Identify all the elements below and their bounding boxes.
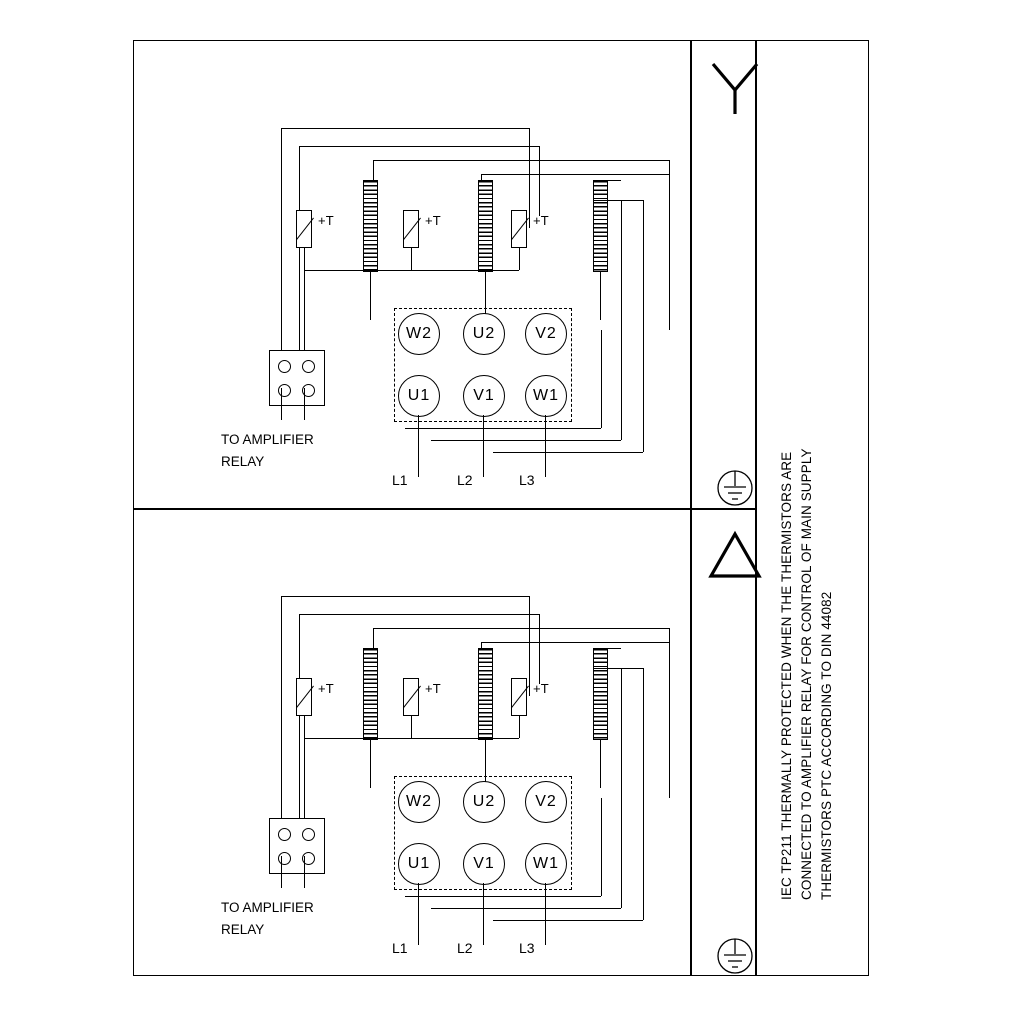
- thermistor-label: +T: [318, 213, 334, 228]
- phase-label-L2: L2: [457, 472, 473, 488]
- wire: [405, 428, 601, 429]
- terminal-V2: V2: [525, 781, 567, 823]
- thermistor-label: +T: [318, 681, 334, 696]
- amplifier-label-line1: TO AMPLIFIER: [221, 900, 314, 915]
- wire: [593, 180, 621, 181]
- phase-label-L3: L3: [519, 472, 535, 488]
- note-line-3: THERMISTORS PTC ACCORDING TO DIN 44082: [819, 591, 834, 900]
- terminal-V1: V1: [463, 843, 505, 885]
- wire: [669, 160, 670, 330]
- wire: [593, 668, 643, 669]
- wire: [621, 200, 622, 440]
- wire: [545, 415, 546, 477]
- terminal-U2: U2: [463, 781, 505, 823]
- thermistor-label: +T: [533, 213, 549, 228]
- wire: [373, 628, 669, 629]
- amplifier-connector-block: [269, 818, 325, 874]
- thermistor-label: +T: [425, 213, 441, 228]
- terminal-W1: W1: [525, 375, 567, 417]
- note-line-1: IEC TP211 THERMALLY PROTECTED WHEN THE THERMISTORS ARE: [779, 451, 794, 900]
- phase-label-L2: L2: [457, 940, 473, 956]
- wire: [281, 596, 282, 856]
- wire: [281, 388, 282, 420]
- wire: [281, 128, 529, 129]
- terminal-W2: W2: [398, 781, 440, 823]
- wire: [418, 415, 419, 477]
- terminal-V1: V1: [463, 375, 505, 417]
- wire: [593, 648, 621, 649]
- thermistor-ptc: [403, 678, 419, 716]
- wire: [483, 883, 484, 945]
- wire: [304, 856, 305, 888]
- amplifier-label-line1: TO AMPLIFIER: [221, 432, 314, 447]
- terminal-V2: V2: [525, 313, 567, 355]
- thermistor-ptc: [511, 210, 527, 248]
- phase-label-L1: L1: [392, 940, 408, 956]
- wire: [299, 146, 539, 147]
- winding-coil: [593, 648, 608, 740]
- wire: [621, 668, 622, 908]
- wire: [299, 614, 539, 615]
- wire: [281, 856, 282, 888]
- amplifier-label-line2: RELAY: [221, 922, 265, 937]
- delta-connection-panel: [133, 508, 755, 976]
- note-text-block: [755, 40, 869, 976]
- wire: [529, 128, 530, 228]
- star-connection-panel: [133, 40, 755, 508]
- amplifier-connector-block: [269, 350, 325, 406]
- terminal-W2: W2: [398, 313, 440, 355]
- thermistor-ptc: [296, 678, 312, 716]
- wire: [519, 716, 520, 738]
- wire: [431, 440, 621, 441]
- wire: [281, 128, 282, 388]
- winding-coil: [363, 648, 378, 740]
- winding-coil: [363, 180, 378, 272]
- wire: [431, 908, 621, 909]
- wire: [601, 330, 602, 428]
- thermistor-label: +T: [425, 681, 441, 696]
- phase-label-L1: L1: [392, 472, 408, 488]
- terminal-W1: W1: [525, 843, 567, 885]
- wire: [669, 628, 670, 798]
- wire: [411, 716, 412, 738]
- note-line-2: CONNECTED TO AMPLIFIER RELAY FOR CONTROL OF MAIN SUPPLY: [799, 448, 814, 900]
- wire: [370, 740, 371, 788]
- wire: [411, 738, 519, 739]
- wire: [601, 798, 602, 896]
- wire: [411, 270, 519, 271]
- wire: [304, 738, 411, 739]
- wire: [593, 200, 643, 201]
- wire: [539, 146, 540, 216]
- wire: [545, 883, 546, 945]
- wire: [643, 200, 644, 452]
- wire: [304, 270, 411, 271]
- thermistor-ptc: [296, 210, 312, 248]
- wire: [304, 388, 305, 420]
- terminal-U1: U1: [398, 843, 440, 885]
- phase-label-L3: L3: [519, 940, 535, 956]
- thermistor-ptc: [403, 210, 419, 248]
- wire: [373, 160, 669, 161]
- wire: [483, 415, 484, 477]
- wire: [481, 642, 669, 643]
- winding-coil: [478, 180, 493, 272]
- wire: [529, 596, 530, 696]
- winding-coil: [593, 180, 608, 272]
- thermistor-label: +T: [533, 681, 549, 696]
- wire: [519, 248, 520, 270]
- terminal-U1: U1: [398, 375, 440, 417]
- wire: [600, 272, 601, 320]
- wire: [493, 452, 643, 453]
- wire: [281, 596, 529, 597]
- wire: [481, 174, 669, 175]
- wire: [370, 272, 371, 320]
- amplifier-label-line2: RELAY: [221, 454, 265, 469]
- wire: [405, 896, 601, 897]
- wire: [411, 248, 412, 270]
- wire: [539, 614, 540, 684]
- wire: [643, 668, 644, 920]
- wire: [418, 883, 419, 945]
- terminal-U2: U2: [463, 313, 505, 355]
- wire: [493, 920, 643, 921]
- wire: [600, 740, 601, 788]
- thermistor-ptc: [511, 678, 527, 716]
- winding-coil: [478, 648, 493, 740]
